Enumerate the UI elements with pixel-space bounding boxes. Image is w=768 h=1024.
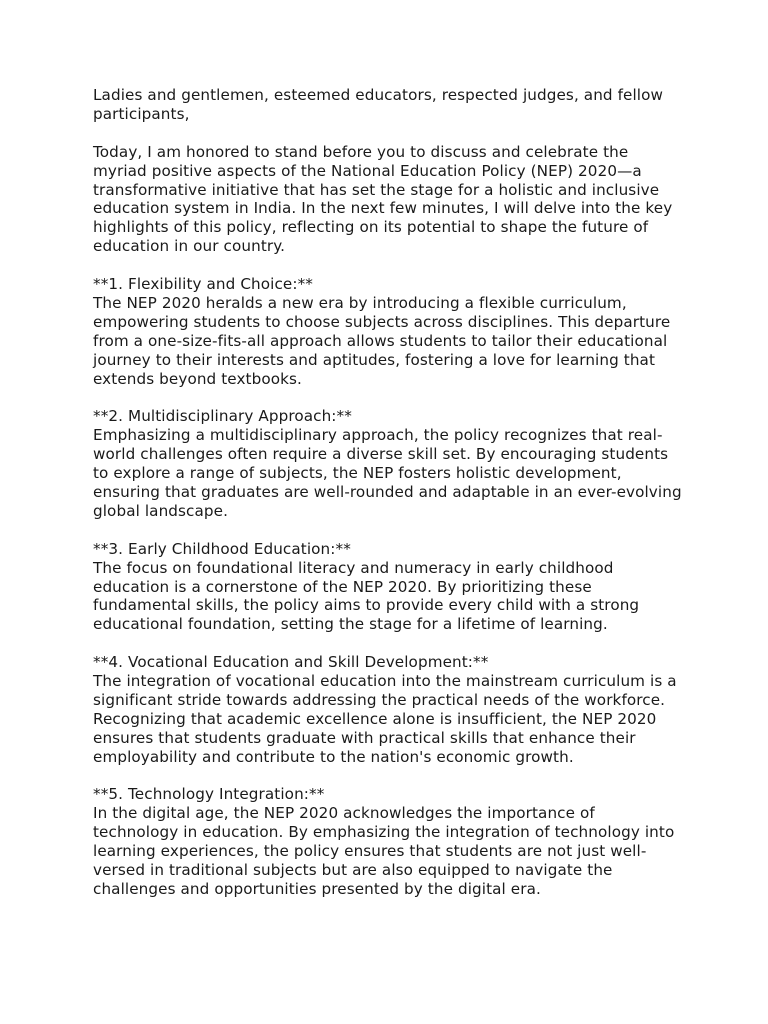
greeting-paragraph: Ladies and gentlemen, esteemed educators, respected judges, and fellow participants, — [93, 86, 664, 123]
section-vocational-education — [93, 653, 683, 766]
section-heading: **2. Multidisciplinary Approach:** — [93, 407, 352, 426]
section-body: In the digital age, the NEP 2020 acknowledges the importance of technology in education. By emphasizing the integration of technology into learning experiences, the policy ensures that students are not just well-versed in traditional subjects but are also equipped to navigate the challenges and opportunities presented by the digital era. — [93, 804, 675, 898]
section-heading: **4. Vocational Education and Skill Development:** — [93, 653, 489, 672]
section-heading: **1. Flexibility and Choice:** — [93, 275, 313, 294]
section-heading: **3. Early Childhood Education:** — [93, 539, 351, 558]
section-multidisciplinary-approach — [93, 407, 683, 520]
intro-paragraph: Today, I am honored to stand before you to discuss and celebrate the myriad positive aspects of the National Education Policy (NEP) 2020—a transformative initiative that has set the stage for a holistic and inclusive education system in India. In the next few minutes, I will delve into the key highlights of this policy, reflecting on its potential to shape the future of education in our country. — [93, 142, 673, 256]
section-heading: **5. Technology Integration:** — [93, 785, 325, 804]
section-body: The integration of vocational education into the mainstream curriculum is a significant stride towards addressing the practical needs of the workforce. Recognizing that academic excellence alone is insufficient, the NEP 2020 ensures that students graduate with practical skills that enhance their employability and contribute to the nation's economic growth. — [93, 672, 677, 766]
section-early-childhood-education — [93, 540, 683, 635]
section-flexibility-and-choice — [93, 275, 683, 388]
section-body: Emphasizing a multidisciplinary approach, the policy recognizes that real-world challenges often require a diverse skill set. By encouraging students to explore a range of subjects, the NEP fosters holistic development, ensuring that graduates are well-rounded and adaptable in an ever-evolving global landscape. — [93, 426, 682, 520]
section-body: The NEP 2020 heralds a new era by introducing a flexible curriculum, empowering students to choose subjects across disciplines. This departure from a one-size-fits-all approach allows students to tailor their educational journey to their interests and aptitudes, fostering a love for learning that extends beyond textbooks. — [93, 293, 671, 388]
section-body: The focus on foundational literacy and numeracy in early childhood education is a cornerstone of the NEP 2020. By prioritizing these fundamental skills, the policy aims to provide every child with a strong educational foundation, setting the stage for a lifetime of learning. — [93, 558, 640, 634]
section-technology-integration — [93, 785, 683, 898]
document-page — [93, 86, 683, 918]
